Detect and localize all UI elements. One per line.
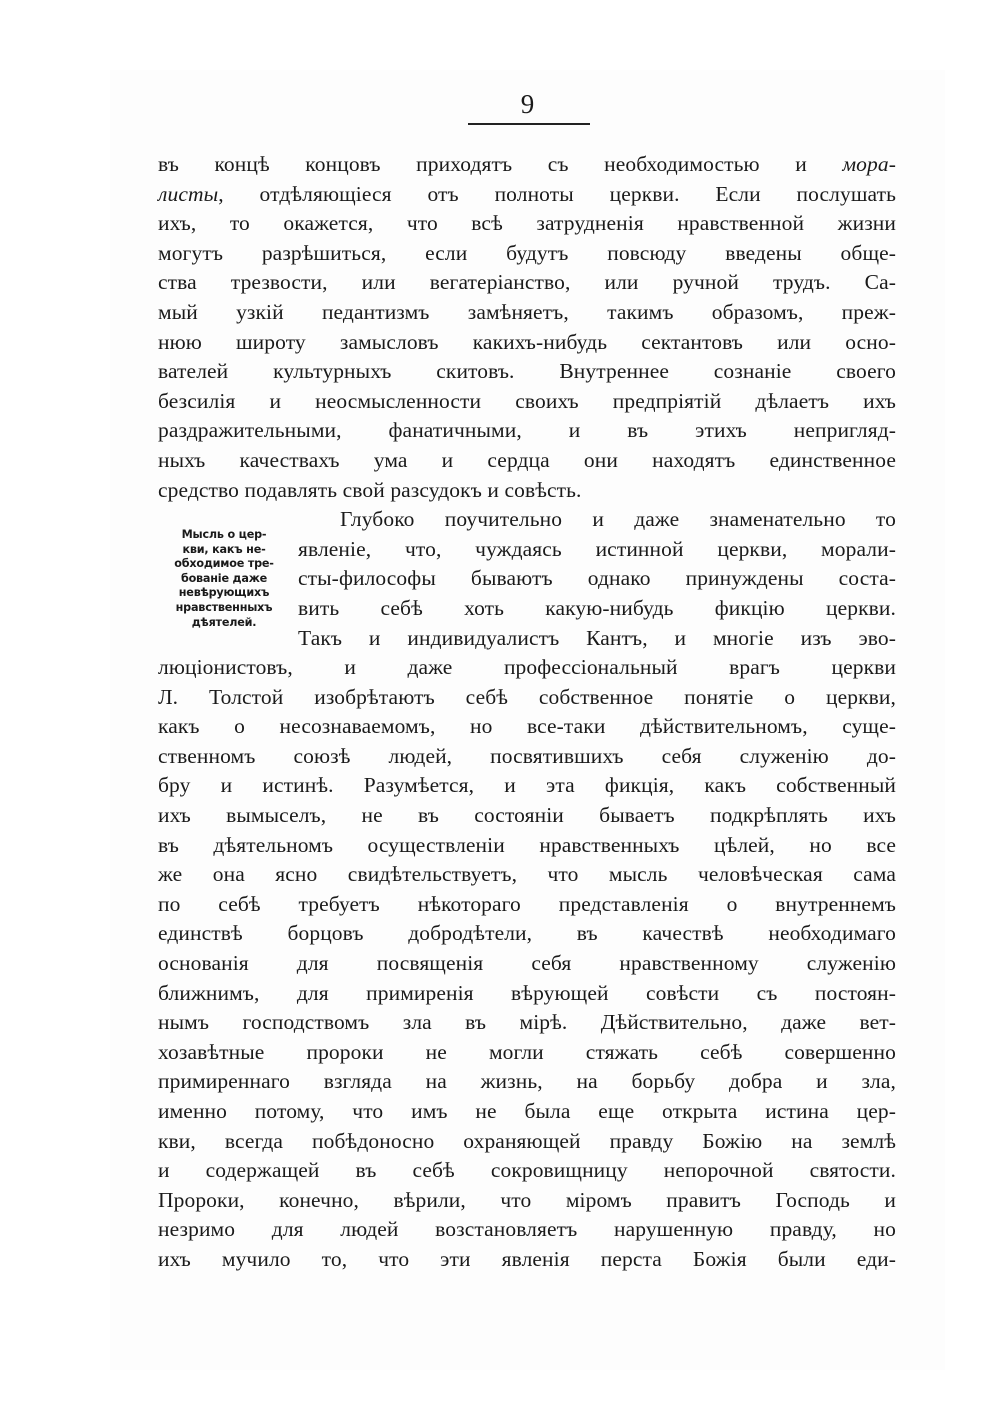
text-line: ихъ мучило то, что эти явленія перста Божія были еди- — [158, 1246, 896, 1271]
text-line: единствѣ борцовъ добродѣтели, въ качествѣ необходимаго — [158, 921, 896, 946]
paragraph-start-line: Глубоко поучительно и даже знаменательно то — [340, 507, 896, 532]
header-rule — [468, 123, 590, 125]
text-line: люціонистовъ, и даже профессіональный врагъ церкви — [158, 655, 896, 680]
text-line: именно потому, что имъ не была еще открыта истина цер- — [158, 1099, 896, 1123]
text-line: нымъ господствомъ зла въ мірѣ. Дѣйствительно, даже вет- — [158, 1010, 896, 1035]
text-line: ихъ, то окажется, что всѣ затрудненія нравственной жизни — [158, 211, 896, 236]
italic-word: листы — [158, 181, 219, 206]
text-line: ства трезвости, или вегатеріанство, или ручной трудъ. Са- — [158, 270, 896, 295]
text-line: нюю широту замысловъ какихъ-нибудь сектантовъ или осно- — [158, 329, 896, 354]
text-line: хозавѣтные пророки не могли стяжать себѣ совершенно — [158, 1039, 896, 1064]
margin-note-line: невѣрующихъ — [178, 586, 270, 600]
margin-note-line: дѣятелей. — [191, 615, 257, 629]
italic-word: мора- — [842, 152, 896, 176]
text-line: ныхъ качествахъ ума и сердца они находятъ единственное — [158, 447, 896, 472]
text-line: примиреннаго взгляда на жизнь, на борьбу добра и зла, — [158, 1069, 896, 1094]
text-line: сты-философы бываютъ однако принуждены соста- — [298, 566, 896, 591]
text-line: какъ о несознаваемомъ, но все-таки дѣйствительномъ, суще- — [158, 714, 896, 739]
body-text — [158, 150, 896, 1275]
text-line: основанія для посвященія себя нравственному служенію — [158, 951, 896, 976]
text-line: по себѣ требуетъ нѣкотораго представленія о внутреннемъ — [158, 891, 896, 916]
text-line: и содержащей въ себѣ сокровищницу непорочной святости. — [158, 1158, 896, 1183]
text-line: въ концѣ концовъ приходятъ съ необходимостью и мора- — [158, 152, 896, 176]
margin-note-line: бованіе даже — [180, 571, 268, 585]
page-number: 9 — [520, 89, 535, 119]
margin-note-line: кви, какъ не- — [182, 542, 266, 556]
text-line: листы, отдѣляющіеся отъ полноты церкви. Если послушать — [158, 181, 896, 206]
text-line: же она ясно свидѣтельствуетъ, что мысль человѣческая сама — [158, 862, 896, 887]
text-line: Такъ и индивидуалистъ Кантъ, и многіе изъ эво- — [298, 625, 896, 650]
text-line: вить себѣ хоть какую-нибудь фикцію церкви. — [298, 595, 896, 620]
text-line: ственномъ союзѣ людей, посвятившихъ себя служенію до- — [158, 743, 896, 768]
text-line: Пророки, конечно, вѣрили, что міромъ правитъ Господь и — [158, 1187, 896, 1212]
paragraph-end-line: средство подавлять свой разсудокъ и совѣсть. — [158, 477, 582, 502]
text-line: Л. Толстой изобрѣтаютъ себѣ собственное понятіе о церкви, — [158, 684, 896, 709]
text-line: ближнимъ, для примиренія вѣрующей совѣсти съ постоян- — [158, 980, 896, 1005]
text-line: могутъ разрѣшиться, если будутъ повсюду введены обще- — [158, 240, 896, 265]
margin-note-line: обходимое тре- — [174, 557, 274, 571]
text-line: бру и истинѣ. Разумѣется, и эта фикція, какъ собственный — [158, 773, 896, 798]
text-line: мый узкій педантизмъ замѣняетъ, такимъ образомъ, преж- — [158, 299, 896, 324]
text-line: кви, всегда побѣдоносно охраняющей правду Божію на землѣ — [158, 1128, 896, 1153]
text-line: вателей культурныхъ скитовъ. Внутреннее сознаніе своего — [158, 359, 896, 384]
text-line: въ дѣятельномъ осуществленіи нравственныхъ цѣлей, но все — [158, 832, 896, 857]
margin-note-line: Мысль о цер- — [181, 528, 267, 541]
text-line: раздражительными, фанатичными, и въ этихъ непригляд- — [158, 418, 896, 443]
margin-note-line: нравственныхъ — [175, 600, 273, 614]
text-line: безсилія и неосмысленности своихъ предпріятій дѣлаетъ ихъ — [158, 388, 896, 413]
text-line: ихъ вымыселъ, не въ состояніи бываетъ подкрѣплять ихъ — [158, 803, 896, 828]
text-line: незримо для людей возстановляетъ нарушенную правду, но — [158, 1217, 896, 1242]
text-line: явленіе, что, чуждаясь истинной церкви, морали- — [298, 536, 896, 561]
